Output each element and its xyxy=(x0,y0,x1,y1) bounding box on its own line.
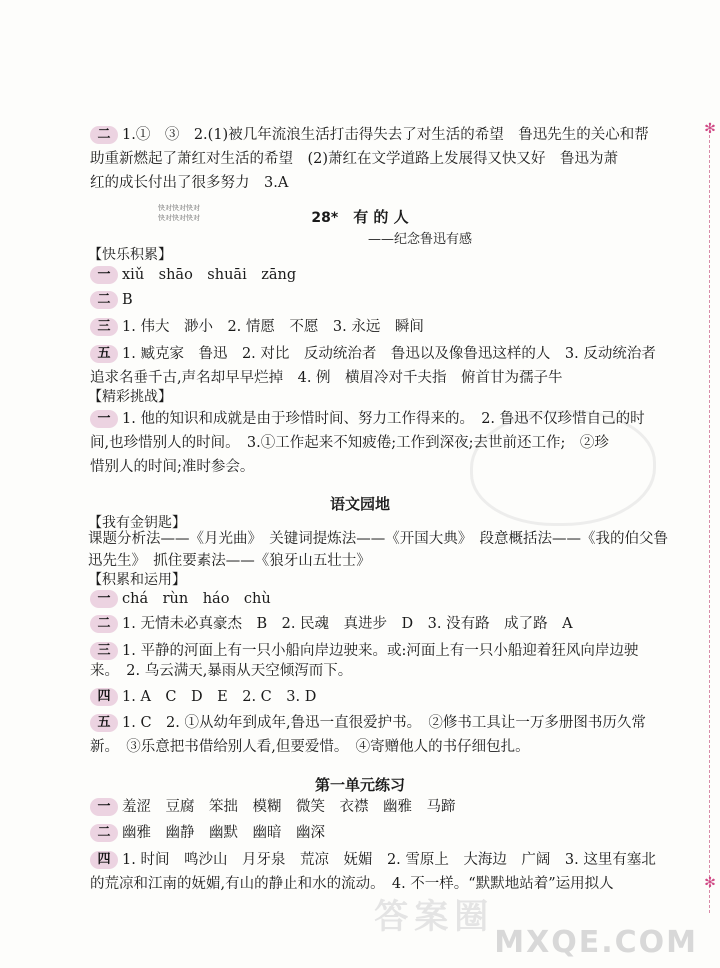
flower-icon: ✻ xyxy=(704,121,716,137)
question-tag: 二 xyxy=(90,824,118,842)
answer-row-continued: 的荒凉和江南的妩媚,有山的静止和水的流动。 4. 不一样。“默默地站着”运用拟人 xyxy=(90,876,614,892)
answer-row: 课题分析法——《月光曲》 关键词提炼法——《开国大典》 段意概括法——《我的伯父鲁 xyxy=(88,531,668,547)
flower-icon: ✻ xyxy=(704,875,716,891)
section-heading: 【快乐积累】 xyxy=(88,247,172,263)
answer-row: 二 1. 无情未必真豪杰 B 2. 民魂 真进步 D 3. 没有路 成了路 A xyxy=(90,612,710,636)
answer-row-continued: 新。 ③乐意把书借给别人看,但要爱惜。 ④寄赠他人的书仔细包扎。 xyxy=(90,739,530,755)
answer-row: 三 1. 伟大 渺小 2. 情愿 不愿 3. 永远 瞬间 xyxy=(90,315,710,339)
question-tag: 三 xyxy=(90,318,118,336)
lesson-subtitle: ——纪念鲁迅有感 xyxy=(367,232,472,247)
question-tag: 二 xyxy=(90,291,118,309)
answer-row: 二 1.① ③ 2.(1)被几年流浪生活打击得失去了对生活的希望 鲁迅先生的关心和帮 xyxy=(90,123,710,147)
section-title-unit1: 第一单元练习 xyxy=(314,776,405,794)
answer-row-continued: 间,也珍惜别人的时间。 3.①工作起来不知疲倦;工作到深夜;去世前还工作; ②珍 xyxy=(90,435,609,451)
lesson-title: 28* 有 的 人 xyxy=(311,208,409,226)
handwritten-note: 快对快对快对 快对快对快对 xyxy=(158,204,200,222)
answer-row-continued: 追求名垂千古,声名却早早烂掉 4. 例 横眉冷对千夫指 俯首甘为孺子牛 xyxy=(90,370,563,386)
section-heading: 【积累和运用】 xyxy=(88,572,186,588)
answer-row: 一 羞涩 豆腐 笨拙 模糊 微笑 衣襟 幽雅 马蹄 xyxy=(90,795,710,819)
section-heading: 【我有金钥匙】 xyxy=(88,515,186,531)
answer-row-continued: 迅先生》 抓住要素法——《狼牙山五壮士》 xyxy=(88,553,371,569)
answer-row: 三 1. 平静的河面上有一只小船向岸边驶来。或:河面上有一只小船迎着狂风向岸边驶 xyxy=(90,639,710,663)
question-tag: 二 xyxy=(90,126,118,144)
answer-row: 二 幽雅 幽静 幽默 幽暗 幽深 xyxy=(90,821,710,845)
question-tag: 一 xyxy=(90,266,118,284)
answer-row: 四 1. A C D E 2. C 3. D xyxy=(90,685,710,709)
answer-row-continued: 红的成长付出了很多努力 3.A xyxy=(90,175,289,191)
question-tag: 五 xyxy=(90,714,118,732)
question-tag: 一 xyxy=(90,798,118,816)
question-tag: 四 xyxy=(90,851,118,869)
answer-row: 五 1. 臧克家 鲁迅 2. 对比 反动统治者 鲁迅以及像鲁迅这样的人 3. 反动统治者 xyxy=(90,342,710,366)
question-tag: 一 xyxy=(90,590,118,608)
question-tag: 二 xyxy=(90,615,118,633)
answer-row: 二 B xyxy=(90,288,710,312)
answer-row-continued: 惜别人的时间;准时参会。 xyxy=(90,459,255,475)
answer-row: 五 1. C 2. ①从幼年到成年,鲁迅一直很爱护书。 ②修书工具让一万多册图书历久常 xyxy=(90,711,710,735)
answer-row: 一 xiǔ shāo shuāi zāng xyxy=(90,263,710,287)
answer-row: 一 chá rùn háo chù xyxy=(90,587,710,611)
question-tag: 一 xyxy=(90,410,118,428)
answer-row: 一 1. 他的知识和成就是由于珍惜时间、努力工作得来的。 2. 鲁迅不仅珍惜自己的时 xyxy=(90,407,710,431)
site-watermark: 答案圈 MXQE.COM xyxy=(374,897,698,960)
answer-row: 四 1. 时间 鸣沙山 月牙泉 荒凉 妩媚 2. 雪原上 大海边 广阔 3. 这里有塞北 xyxy=(90,848,710,872)
question-tag: 三 xyxy=(90,642,118,660)
question-tag: 四 xyxy=(90,688,118,706)
section-title-yuwen: 语文园地 xyxy=(329,495,390,513)
answer-row-continued: 助重新燃起了萧红对生活的希望 (2)萧红在文学道路上发展得又快又好 鲁迅为萧 xyxy=(90,151,619,167)
answer-row-continued: 来。 2. 乌云满天,暴雨从天空倾泻而下。 xyxy=(90,663,353,679)
section-heading: 【精彩挑战】 xyxy=(88,389,172,405)
question-tag: 五 xyxy=(90,345,118,363)
